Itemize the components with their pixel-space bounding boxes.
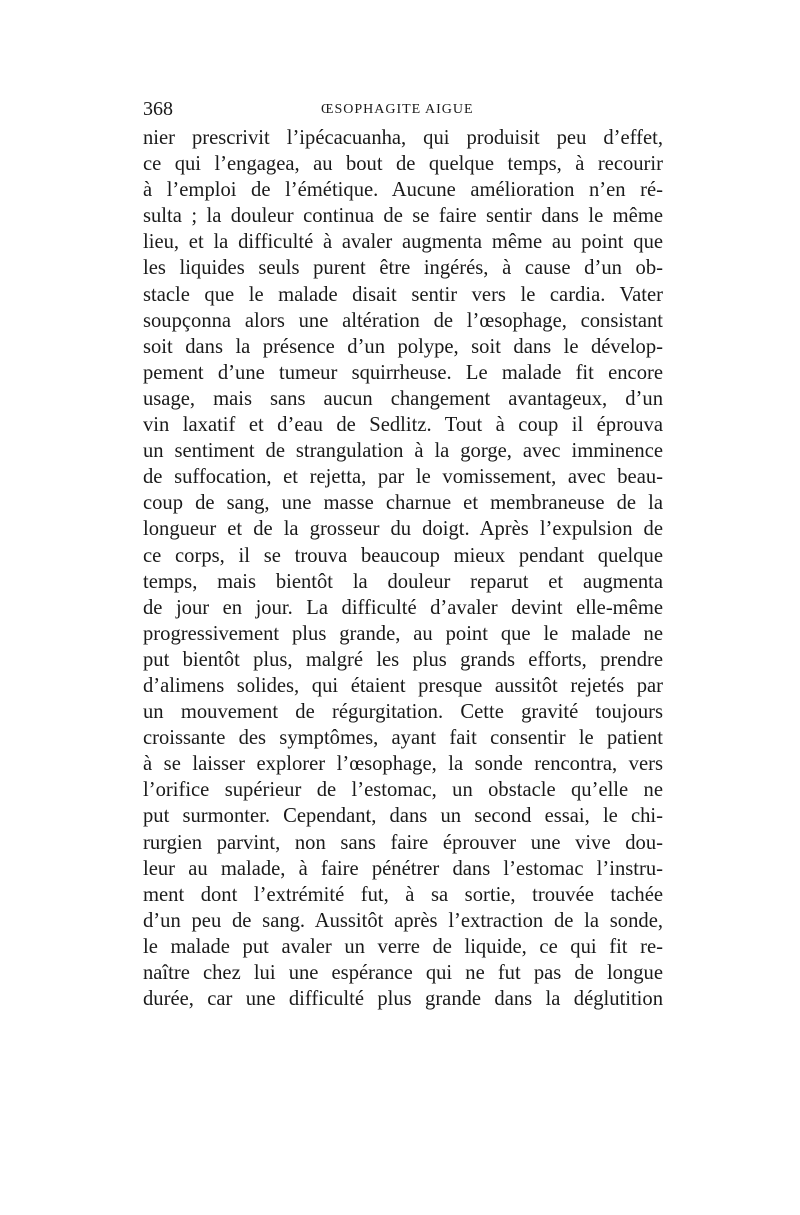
page-header xyxy=(143,98,663,128)
text-line: de suffocation, et rejetta, par le vomissement, avec beau- xyxy=(143,466,663,489)
text-line: durée, car une difficulté plus grande dans la déglutition xyxy=(143,988,663,1011)
text-line: d’un peu de sang. Aussitôt après l’extraction de la sonde, xyxy=(143,909,663,932)
text-line: coup de sang, une masse charnue et membraneuse de la xyxy=(143,492,663,515)
text-line: croissante des symptômes, ayant fait consentir le patient xyxy=(143,727,663,750)
text-line: leur au malade, à faire pénétrer dans l’estomac l’instru- xyxy=(143,857,663,880)
text-line: ce qui l’engagea, au bout de quelque temps, à recourir xyxy=(143,153,663,176)
text-line: lieu, et la difficulté à avaler augmenta même au point que xyxy=(143,231,663,254)
text-line: longueur et de la grosseur du doigt. Après l’expulsion de xyxy=(143,518,663,541)
running-head: ŒSOPHAGITE AIGUE xyxy=(321,102,474,117)
text-line: sulta ; la douleur continua de se faire sentir dans le même xyxy=(143,205,663,228)
text-line: put bientôt plus, malgré les plus grands efforts, prendre xyxy=(143,648,663,671)
text-line: ce corps, il se trouva beaucoup mieux pendant quelque xyxy=(143,544,663,567)
text-line: de jour en jour. La difficulté d’avaler devint elle-même xyxy=(143,596,663,619)
page-number: 368 xyxy=(143,98,173,120)
text-line: l’orifice supérieur de l’estomac, un obstacle qu’elle ne xyxy=(143,779,663,802)
text-line: ment dont l’extrémité fut, à sa sortie, trouvée tachée xyxy=(143,883,663,906)
text-line: naître chez lui une espérance qui ne fut pas de longue xyxy=(143,962,663,984)
text-line: à se laisser explorer l’œsophage, la sonde rencontra, vers xyxy=(143,753,663,776)
text-line: les liquides seuls purent être ingérés, à cause d’un ob- xyxy=(143,257,663,280)
text-line: pement d’une tumeur squirrheuse. Le malade fit encore xyxy=(143,361,663,384)
text-line: progressivement plus grande, au point que le malade ne xyxy=(143,622,663,645)
text-line: temps, mais bientôt la douleur reparut et augmenta xyxy=(143,570,663,593)
text-line: à l’emploi de l’émétique. Aucune amélioration n’en ré- xyxy=(143,179,663,202)
text-line: un sentiment de strangulation à la gorge, avec imminence xyxy=(143,440,663,463)
text-line: nier prescrivit l’ipécacuanha, qui produisit peu d’effet, xyxy=(143,127,663,149)
text-line: put surmonter. Cependant, dans un second essai, le chi- xyxy=(143,805,663,828)
text-line: vin laxatif et d’eau de Sedlitz. Tout à coup il éprouva xyxy=(143,414,663,437)
text-line: le malade put avaler un verre de liquide, ce qui fit re- xyxy=(143,935,663,958)
body-text xyxy=(143,125,663,1012)
text-line: usage, mais sans aucun changement avantageux, d’un xyxy=(143,387,663,410)
text-line: d’alimens solides, qui étaient presque aussitôt rejetés par xyxy=(143,674,663,697)
text-line: soit dans la présence d’un polype, soit dans le dévelop- xyxy=(143,335,663,358)
text-line: un mouvement de régurgitation. Cette gravité toujours xyxy=(143,701,663,724)
text-line: soupçonna alors une altération de l’œsophage, consistant xyxy=(143,309,663,332)
text-line: stacle que le malade disait sentir vers le cardia. Vater xyxy=(143,283,663,306)
text-line: rurgien parvint, non sans faire éprouver une vive dou- xyxy=(143,831,663,854)
